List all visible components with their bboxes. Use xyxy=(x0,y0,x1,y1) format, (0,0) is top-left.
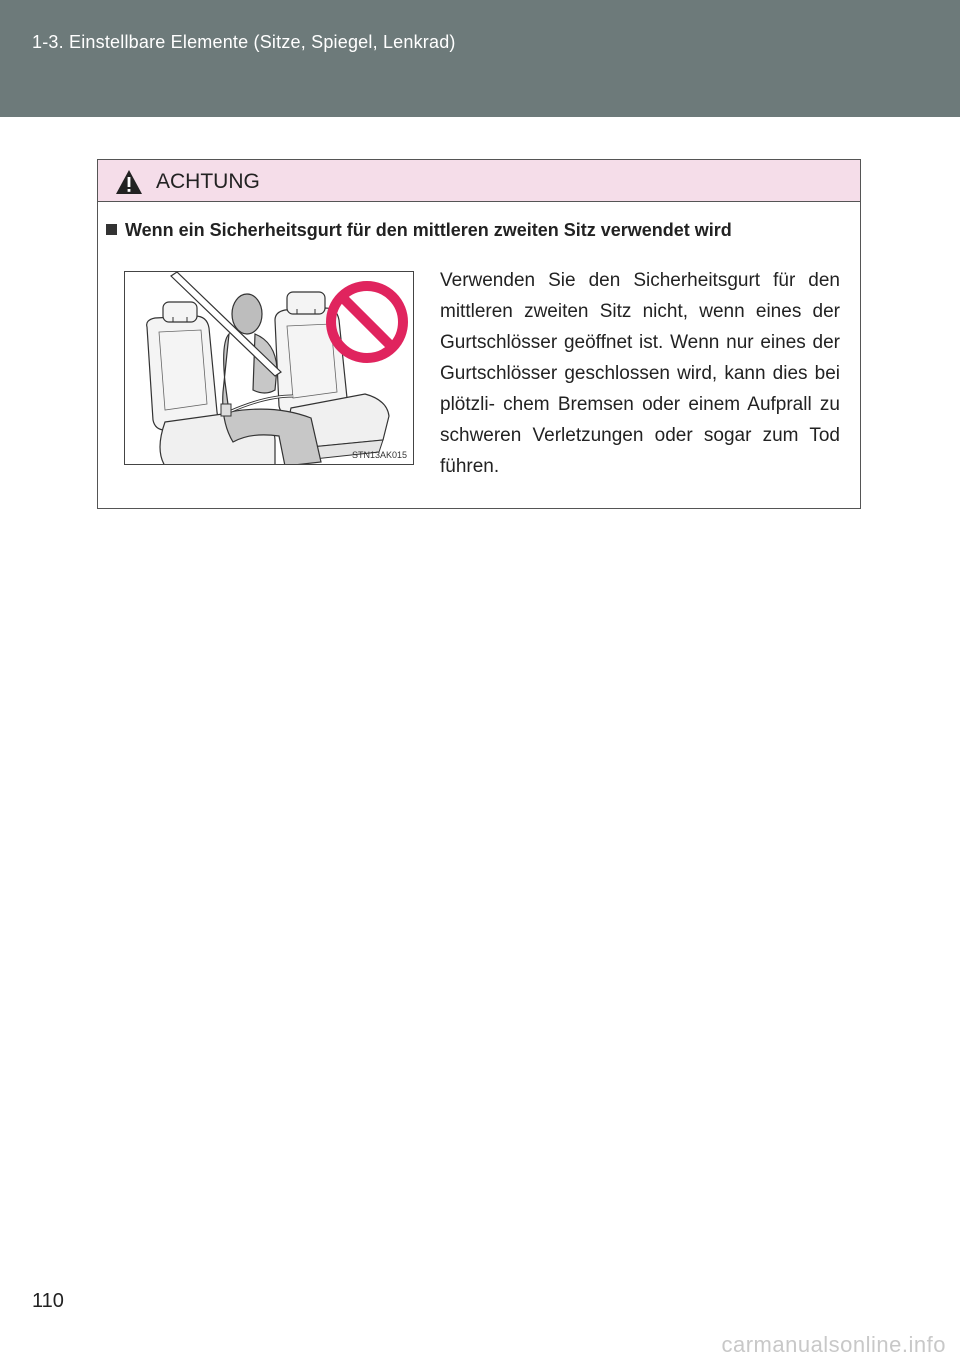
watermark: carmanualsonline.info xyxy=(721,1332,946,1357)
warning-subheading xyxy=(106,220,732,241)
figure-code: STN13AK015 xyxy=(351,450,407,460)
warning-box xyxy=(97,159,861,509)
warning-header xyxy=(98,160,860,202)
warning-label: ACHTUNG xyxy=(156,170,260,193)
warning-subheading-text: Wenn ein Sicherheitsgurt für den mittleren zweiten Sitz verwendet wird xyxy=(125,220,732,240)
warning-body-text: Verwenden Sie den Sicherheitsgurt für den mittleren zweiten Sitz nicht, wenn eines der Gurtschlösser geöffnet ist. Wenn nur eines der Gurtschlösser geschlossen wird, kann dies bei plötzli- chem Bremsen oder einem Aufprall zu schweren Verletzungen oder sogar zum Tod führen. xyxy=(440,270,840,477)
warning-triangle-icon xyxy=(115,169,143,195)
seatbelt-illustration xyxy=(124,271,414,465)
page-number: 110 xyxy=(32,1290,64,1312)
rear-seat-drawing xyxy=(125,272,414,465)
section-title: 1-3. Einstellbare Elemente (Sitze, Spiegel, Lenkrad) xyxy=(32,32,456,52)
square-bullet-icon xyxy=(106,224,117,235)
page-header xyxy=(0,0,960,117)
